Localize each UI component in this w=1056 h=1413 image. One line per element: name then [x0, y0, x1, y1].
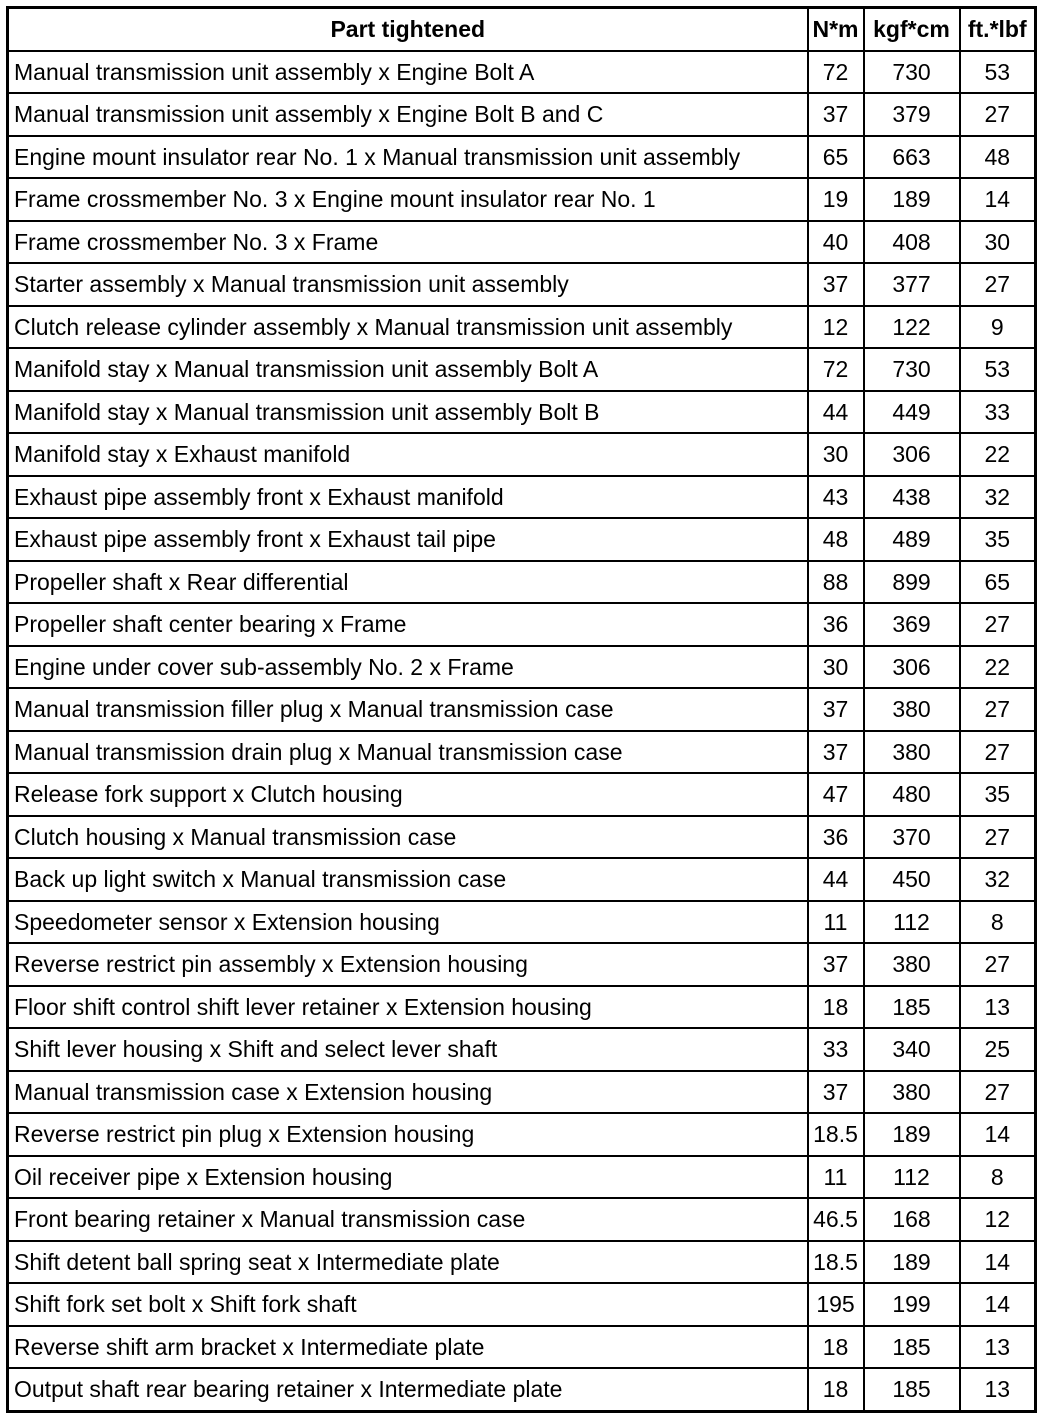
cell-ft-lbf: 65 [960, 561, 1036, 604]
table-row [8, 1156, 1036, 1199]
table-row [8, 433, 1036, 476]
cell-newton-meter: 12 [808, 306, 864, 349]
cell-ft-lbf: 8 [960, 901, 1036, 944]
cell-newton-meter: 33 [808, 1028, 864, 1071]
cell-part-tightened: Manual transmission unit assembly x Engine Bolt A [8, 51, 808, 94]
cell-kgf-cm: 438 [864, 476, 960, 519]
table-header-row [8, 8, 1036, 51]
table-row [8, 1028, 1036, 1071]
cell-newton-meter: 88 [808, 561, 864, 604]
cell-kgf-cm: 306 [864, 433, 960, 476]
cell-part-tightened: Oil receiver pipe x Extension housing [8, 1156, 808, 1199]
table-row [8, 391, 1036, 434]
cell-part-tightened: Manifold stay x Exhaust manifold [8, 433, 808, 476]
cell-part-tightened: Clutch release cylinder assembly x Manual transmission unit assembly [8, 306, 808, 349]
cell-ft-lbf: 27 [960, 731, 1036, 774]
cell-part-tightened: Reverse restrict pin plug x Extension housing [8, 1113, 808, 1156]
cell-newton-meter: 19 [808, 178, 864, 221]
table-row [8, 816, 1036, 859]
cell-ft-lbf: 30 [960, 221, 1036, 264]
table-row [8, 1113, 1036, 1156]
cell-part-tightened: Speedometer sensor x Extension housing [8, 901, 808, 944]
cell-ft-lbf: 27 [960, 93, 1036, 136]
cell-part-tightened: Shift fork set bolt x Shift fork shaft [8, 1283, 808, 1326]
cell-part-tightened: Frame crossmember No. 3 x Frame [8, 221, 808, 264]
cell-ft-lbf: 14 [960, 1283, 1036, 1326]
cell-kgf-cm: 377 [864, 263, 960, 306]
cell-kgf-cm: 369 [864, 603, 960, 646]
cell-ft-lbf: 27 [960, 603, 1036, 646]
cell-part-tightened: Back up light switch x Manual transmission case [8, 858, 808, 901]
header-newton-meter: N*m [808, 8, 864, 51]
cell-part-tightened: Propeller shaft center bearing x Frame [8, 603, 808, 646]
table-row [8, 178, 1036, 221]
cell-newton-meter: 18 [808, 986, 864, 1029]
cell-newton-meter: 18 [808, 1326, 864, 1369]
cell-kgf-cm: 189 [864, 1113, 960, 1156]
cell-ft-lbf: 12 [960, 1198, 1036, 1241]
cell-kgf-cm: 370 [864, 816, 960, 859]
cell-ft-lbf: 27 [960, 263, 1036, 306]
cell-kgf-cm: 899 [864, 561, 960, 604]
cell-part-tightened: Exhaust pipe assembly front x Exhaust manifold [8, 476, 808, 519]
cell-kgf-cm: 189 [864, 178, 960, 221]
cell-part-tightened: Exhaust pipe assembly front x Exhaust tail pipe [8, 518, 808, 561]
cell-ft-lbf: 33 [960, 391, 1036, 434]
cell-kgf-cm: 663 [864, 136, 960, 179]
cell-ft-lbf: 48 [960, 136, 1036, 179]
cell-part-tightened: Shift detent ball spring seat x Intermediate plate [8, 1241, 808, 1284]
torque-specification-table [6, 6, 1037, 1413]
cell-kgf-cm: 380 [864, 1071, 960, 1114]
cell-ft-lbf: 22 [960, 433, 1036, 476]
cell-ft-lbf: 27 [960, 688, 1036, 731]
table-row [8, 688, 1036, 731]
table-row [8, 476, 1036, 519]
cell-newton-meter: 36 [808, 816, 864, 859]
table-row [8, 263, 1036, 306]
table-row [8, 1283, 1036, 1326]
header-ft-lbf: ft.*lbf [960, 8, 1036, 51]
cell-newton-meter: 18 [808, 1368, 864, 1411]
cell-ft-lbf: 35 [960, 773, 1036, 816]
cell-newton-meter: 11 [808, 901, 864, 944]
cell-kgf-cm: 340 [864, 1028, 960, 1071]
cell-newton-meter: 195 [808, 1283, 864, 1326]
cell-ft-lbf: 27 [960, 943, 1036, 986]
cell-kgf-cm: 122 [864, 306, 960, 349]
table-row [8, 1241, 1036, 1284]
cell-part-tightened: Manual transmission filler plug x Manual transmission case [8, 688, 808, 731]
cell-ft-lbf: 25 [960, 1028, 1036, 1071]
table-row [8, 348, 1036, 391]
table-row [8, 1326, 1036, 1369]
cell-part-tightened: Propeller shaft x Rear differential [8, 561, 808, 604]
cell-newton-meter: 37 [808, 688, 864, 731]
cell-ft-lbf: 35 [960, 518, 1036, 561]
cell-kgf-cm: 189 [864, 1241, 960, 1284]
cell-kgf-cm: 380 [864, 731, 960, 774]
cell-ft-lbf: 32 [960, 476, 1036, 519]
cell-newton-meter: 37 [808, 1071, 864, 1114]
table-row [8, 773, 1036, 816]
cell-part-tightened: Manual transmission unit assembly x Engine Bolt B and C [8, 93, 808, 136]
cell-part-tightened: Manual transmission drain plug x Manual transmission case [8, 731, 808, 774]
cell-part-tightened: Reverse restrict pin assembly x Extension housing [8, 943, 808, 986]
table-row [8, 1198, 1036, 1241]
cell-newton-meter: 37 [808, 943, 864, 986]
cell-kgf-cm: 380 [864, 943, 960, 986]
cell-newton-meter: 37 [808, 93, 864, 136]
cell-kgf-cm: 408 [864, 221, 960, 264]
cell-newton-meter: 44 [808, 858, 864, 901]
cell-ft-lbf: 8 [960, 1156, 1036, 1199]
table-row [8, 51, 1036, 94]
cell-kgf-cm: 450 [864, 858, 960, 901]
cell-kgf-cm: 480 [864, 773, 960, 816]
cell-newton-meter: 65 [808, 136, 864, 179]
cell-newton-meter: 30 [808, 646, 864, 689]
table-row [8, 986, 1036, 1029]
cell-part-tightened: Manifold stay x Manual transmission unit assembly Bolt A [8, 348, 808, 391]
cell-kgf-cm: 449 [864, 391, 960, 434]
cell-newton-meter: 11 [808, 1156, 864, 1199]
cell-ft-lbf: 27 [960, 816, 1036, 859]
cell-ft-lbf: 32 [960, 858, 1036, 901]
cell-kgf-cm: 112 [864, 1156, 960, 1199]
table-row [8, 901, 1036, 944]
cell-part-tightened: Reverse shift arm bracket x Intermediate plate [8, 1326, 808, 1369]
cell-part-tightened: Starter assembly x Manual transmission unit assembly [8, 263, 808, 306]
header-part-tightened: Part tightened [8, 8, 808, 51]
cell-newton-meter: 43 [808, 476, 864, 519]
table-row [8, 136, 1036, 179]
cell-part-tightened: Frame crossmember No. 3 x Engine mount insulator rear No. 1 [8, 178, 808, 221]
cell-newton-meter: 48 [808, 518, 864, 561]
cell-kgf-cm: 185 [864, 1368, 960, 1411]
cell-newton-meter: 72 [808, 348, 864, 391]
cell-kgf-cm: 199 [864, 1283, 960, 1326]
cell-ft-lbf: 14 [960, 1113, 1036, 1156]
cell-newton-meter: 47 [808, 773, 864, 816]
cell-kgf-cm: 379 [864, 93, 960, 136]
cell-ft-lbf: 13 [960, 986, 1036, 1029]
cell-newton-meter: 40 [808, 221, 864, 264]
cell-kgf-cm: 168 [864, 1198, 960, 1241]
table-row [8, 306, 1036, 349]
cell-part-tightened: Engine mount insulator rear No. 1 x Manual transmission unit assembly [8, 136, 808, 179]
cell-newton-meter: 37 [808, 263, 864, 306]
cell-kgf-cm: 730 [864, 51, 960, 94]
cell-kgf-cm: 730 [864, 348, 960, 391]
cell-newton-meter: 36 [808, 603, 864, 646]
table-row [8, 1071, 1036, 1114]
cell-newton-meter: 18.5 [808, 1113, 864, 1156]
table-row [8, 221, 1036, 264]
table-body [8, 51, 1036, 1412]
table-row [8, 93, 1036, 136]
cell-ft-lbf: 14 [960, 178, 1036, 221]
table-row [8, 943, 1036, 986]
cell-kgf-cm: 185 [864, 1326, 960, 1369]
table-row [8, 1368, 1036, 1411]
cell-kgf-cm: 380 [864, 688, 960, 731]
cell-kgf-cm: 306 [864, 646, 960, 689]
cell-kgf-cm: 489 [864, 518, 960, 561]
cell-part-tightened: Front bearing retainer x Manual transmission case [8, 1198, 808, 1241]
cell-newton-meter: 44 [808, 391, 864, 434]
cell-part-tightened: Manifold stay x Manual transmission unit assembly Bolt B [8, 391, 808, 434]
cell-ft-lbf: 14 [960, 1241, 1036, 1284]
cell-ft-lbf: 27 [960, 1071, 1036, 1114]
cell-part-tightened: Manual transmission case x Extension housing [8, 1071, 808, 1114]
cell-kgf-cm: 185 [864, 986, 960, 1029]
cell-part-tightened: Output shaft rear bearing retainer x Intermediate plate [8, 1368, 808, 1411]
cell-ft-lbf: 13 [960, 1326, 1036, 1369]
cell-ft-lbf: 22 [960, 646, 1036, 689]
cell-newton-meter: 46.5 [808, 1198, 864, 1241]
cell-ft-lbf: 53 [960, 51, 1036, 94]
cell-part-tightened: Floor shift control shift lever retainer x Extension housing [8, 986, 808, 1029]
table-row [8, 731, 1036, 774]
cell-newton-meter: 37 [808, 731, 864, 774]
cell-part-tightened: Shift lever housing x Shift and select lever shaft [8, 1028, 808, 1071]
cell-ft-lbf: 9 [960, 306, 1036, 349]
table-row [8, 561, 1036, 604]
cell-newton-meter: 30 [808, 433, 864, 476]
cell-ft-lbf: 13 [960, 1368, 1036, 1411]
cell-part-tightened: Clutch housing x Manual transmission case [8, 816, 808, 859]
table-row [8, 646, 1036, 689]
cell-kgf-cm: 112 [864, 901, 960, 944]
header-kgf-cm: kgf*cm [864, 8, 960, 51]
cell-ft-lbf: 53 [960, 348, 1036, 391]
cell-newton-meter: 72 [808, 51, 864, 94]
table-row [8, 603, 1036, 646]
cell-newton-meter: 18.5 [808, 1241, 864, 1284]
table-row [8, 518, 1036, 561]
cell-part-tightened: Release fork support x Clutch housing [8, 773, 808, 816]
table-row [8, 858, 1036, 901]
cell-part-tightened: Engine under cover sub-assembly No. 2 x Frame [8, 646, 808, 689]
